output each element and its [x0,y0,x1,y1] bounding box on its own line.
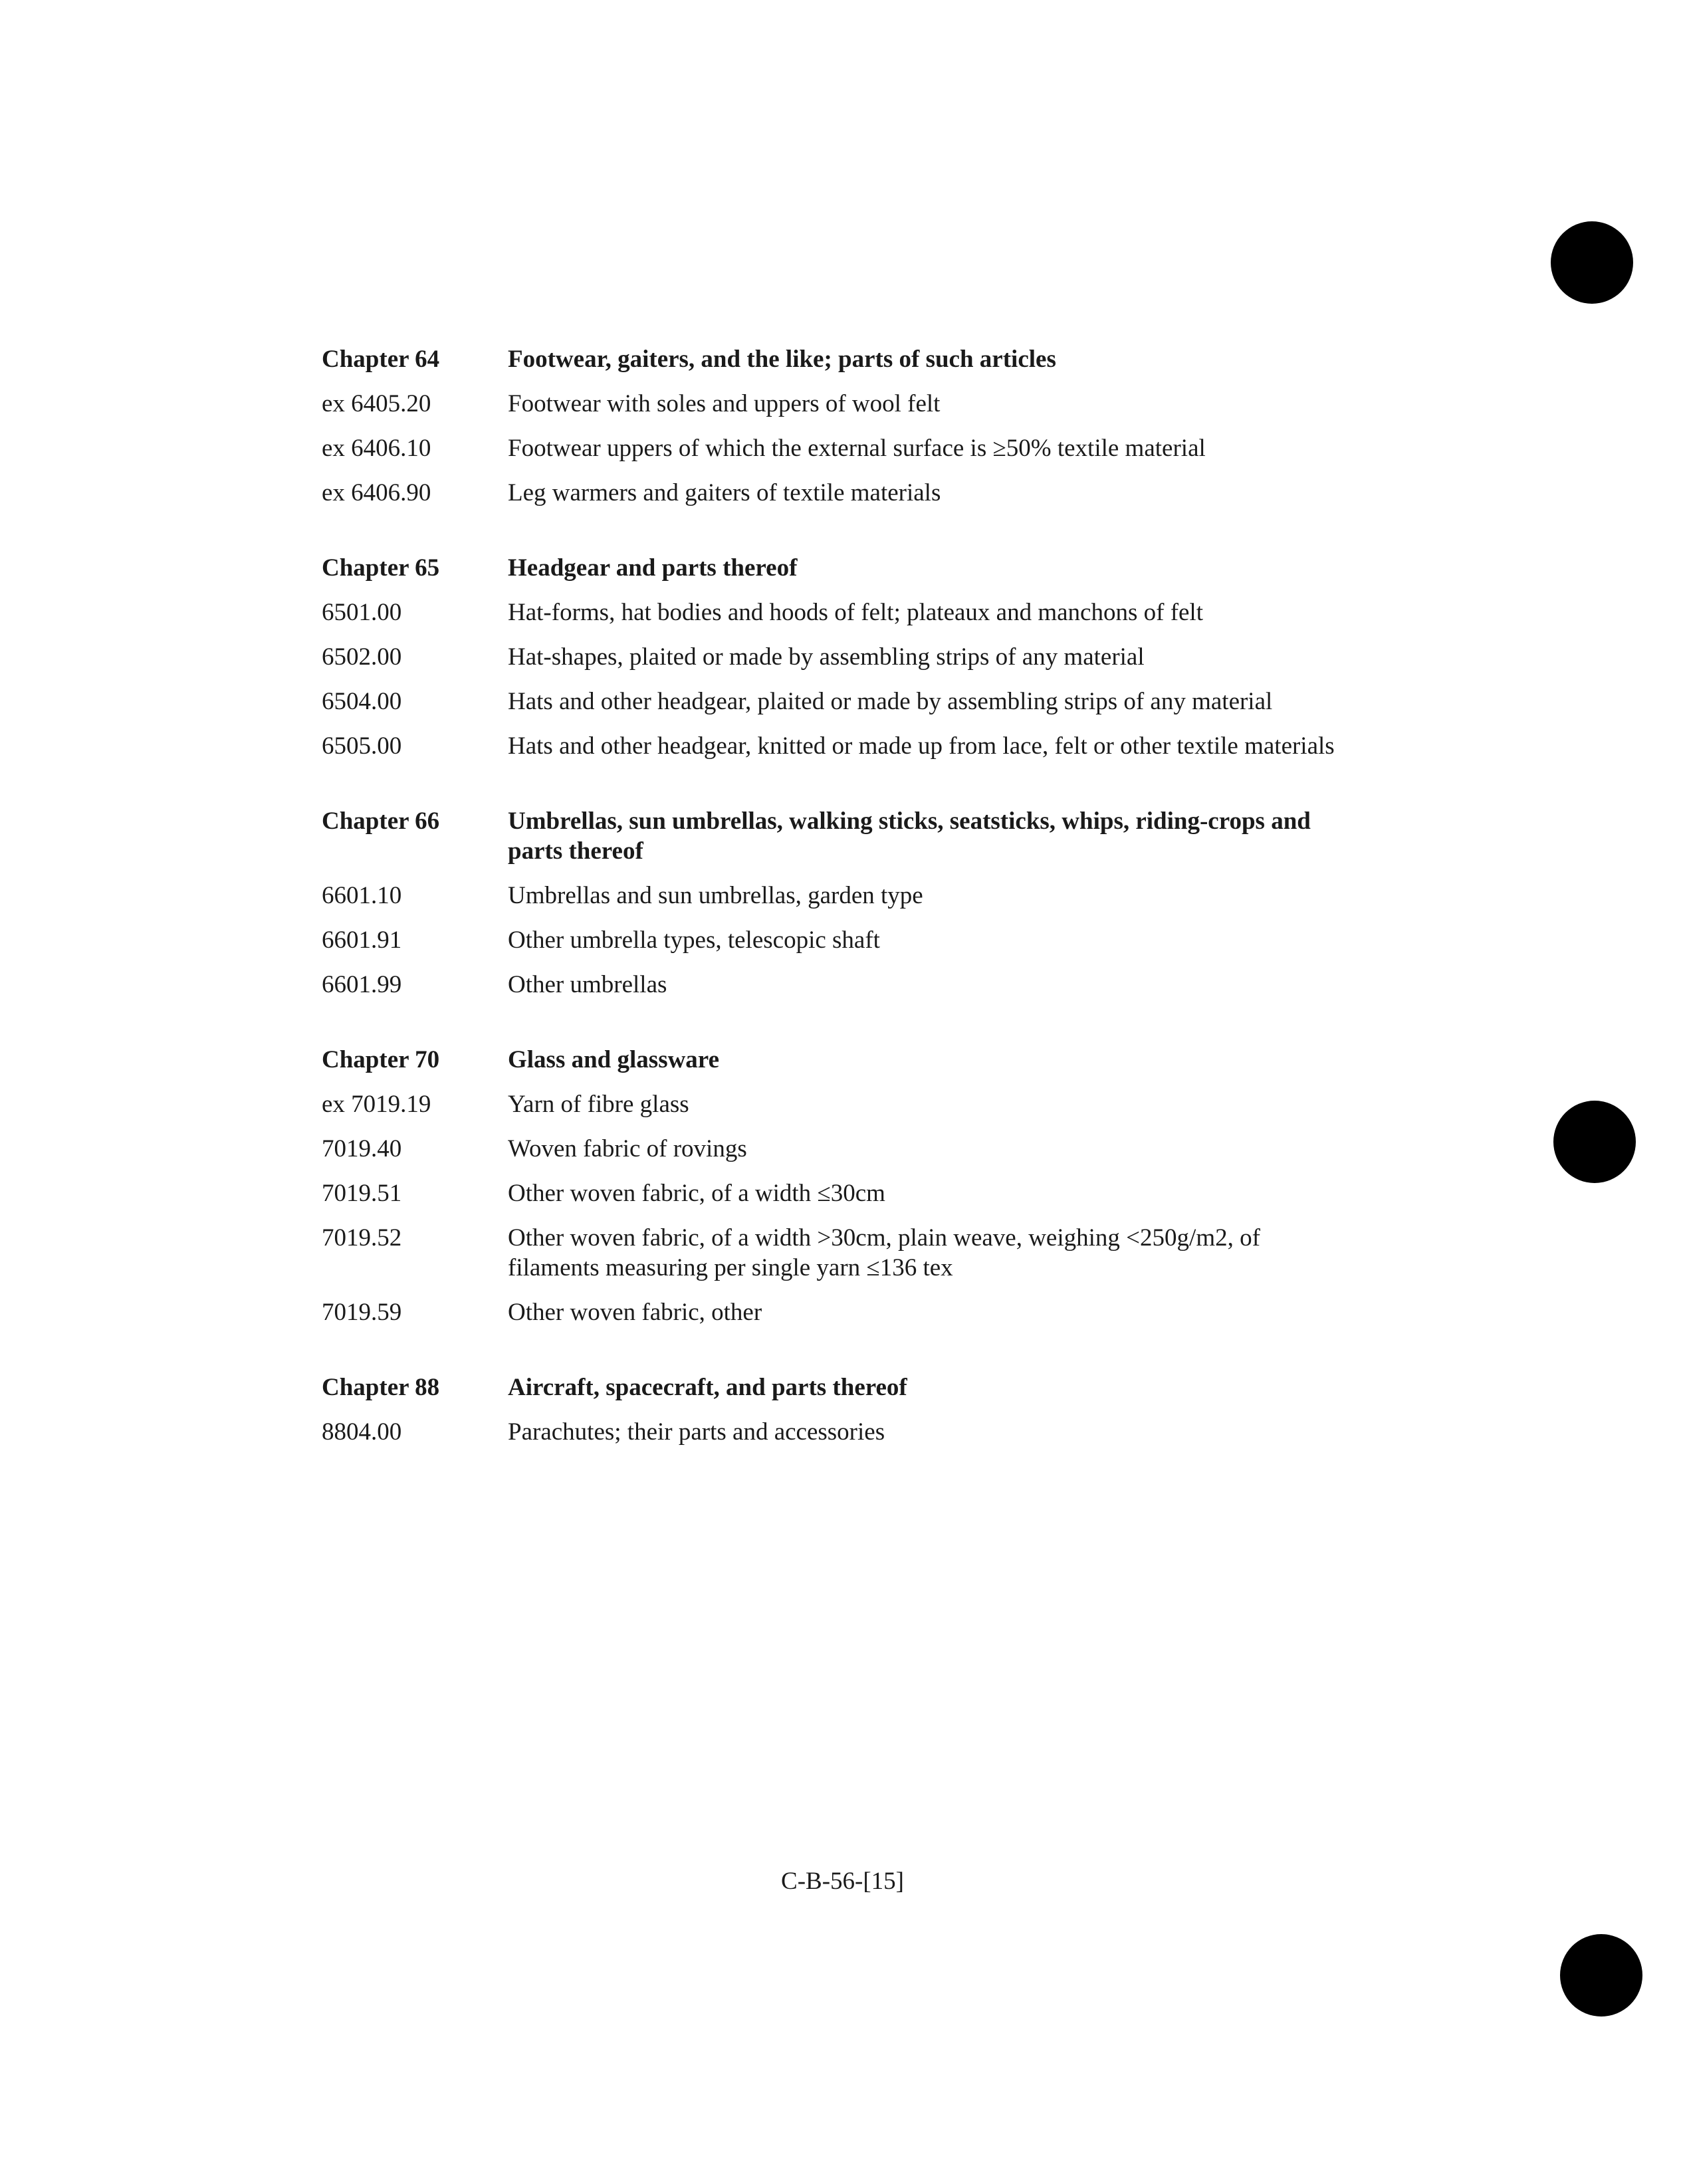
chapter-header [322,806,1345,866]
chapter-label: Chapter 88 [322,1374,440,1401]
chapter-header [322,1372,1345,1402]
chapter-section [322,344,1345,508]
list-item [322,389,1345,419]
list-item [322,1134,1345,1164]
item-code: ex 6406.90 [322,479,431,506]
item-code: 7019.52 [322,1224,402,1252]
list-item [322,731,1345,761]
list-item [322,881,1345,911]
item-description: Other umbrellas [508,971,667,998]
item-code: ex 6406.10 [322,435,431,462]
item-description: Other umbrella types, telescopic shaft [508,927,880,954]
chapter-title: Glass and glassware [508,1046,719,1073]
chapter-label: Chapter 66 [322,808,440,835]
chapter-section [322,553,1345,761]
list-item [322,1417,1345,1447]
chapter-header [322,344,1345,374]
item-code: 7019.40 [322,1135,402,1162]
item-description: Hats and other headgear, plaited or made by assembling strips of any material [508,688,1273,715]
item-code: 7019.51 [322,1180,402,1207]
item-code: 6504.00 [322,688,402,715]
item-description: Hat-forms, hat bodies and hoods of felt; plateaux and manchons of felt [508,599,1203,626]
chapter-header [322,1045,1345,1075]
item-description: Other woven fabric, of a width ≤30cm [508,1180,885,1207]
chapter-title: Aircraft, spacecraft, and parts thereof [508,1374,907,1401]
item-description: Woven fabric of rovings [508,1135,747,1162]
list-item [322,478,1345,508]
item-description: Other woven fabric, other [508,1299,762,1326]
item-description: Hats and other headgear, knitted or made up from lace, felt or other textile materials [508,732,1335,760]
punch-hole-top [1551,221,1633,304]
list-item [322,1089,1345,1119]
chapter-title: Footwear, gaiters, and the like; parts of such articles [508,346,1056,373]
list-item [322,1297,1345,1327]
item-description: Leg warmers and gaiters of textile materials [508,479,941,506]
item-code: 6601.99 [322,971,402,998]
item-code: ex 6405.20 [322,390,431,417]
list-item [322,1223,1345,1283]
item-description: Yarn of fibre glass [508,1091,689,1118]
chapter-title: Umbrellas, sun umbrellas, walking sticks, seatsticks, whips, riding-crops and parts thereof [508,808,1311,865]
list-item [322,925,1345,955]
item-code: 6601.91 [322,927,402,954]
list-item [322,687,1345,716]
punch-hole-bottom [1560,1934,1642,2017]
list-item [322,642,1345,672]
chapter-section [322,1372,1345,1447]
item-code: 6501.00 [322,599,402,626]
item-description: Hat-shapes, plaited or made by assembling strips of any material [508,643,1145,671]
page-number: C-B-56-[15] [781,1868,904,1895]
item-description: Footwear with soles and uppers of wool felt [508,390,941,417]
chapter-label: Chapter 65 [322,554,440,582]
item-code: 8804.00 [322,1418,402,1446]
item-description: Other woven fabric, of a width >30cm, plain weave, weighing <250g/m2, of filaments measuring per single yarn ≤136 tex [508,1224,1260,1281]
item-code: ex 7019.19 [322,1091,431,1118]
item-code: 6505.00 [322,732,402,760]
punch-hole-middle [1553,1101,1636,1183]
item-description: Parachutes; their parts and accessories [508,1418,885,1446]
tariff-list [322,344,1345,1492]
list-item [322,970,1345,1000]
list-item [322,433,1345,463]
chapter-label: Chapter 70 [322,1046,440,1073]
list-item [322,598,1345,627]
item-code: 6502.00 [322,643,402,671]
chapter-section [322,1045,1345,1327]
item-description: Footwear uppers of which the external surface is ≥50% textile material [508,435,1206,462]
item-code: 7019.59 [322,1299,402,1326]
chapter-label: Chapter 64 [322,346,440,373]
chapter-section [322,806,1345,1000]
item-code: 6601.10 [322,882,402,909]
list-item [322,1178,1345,1208]
item-description: Umbrellas and sun umbrellas, garden type [508,882,923,909]
chapter-title: Headgear and parts thereof [508,554,798,582]
chapter-header [322,553,1345,583]
